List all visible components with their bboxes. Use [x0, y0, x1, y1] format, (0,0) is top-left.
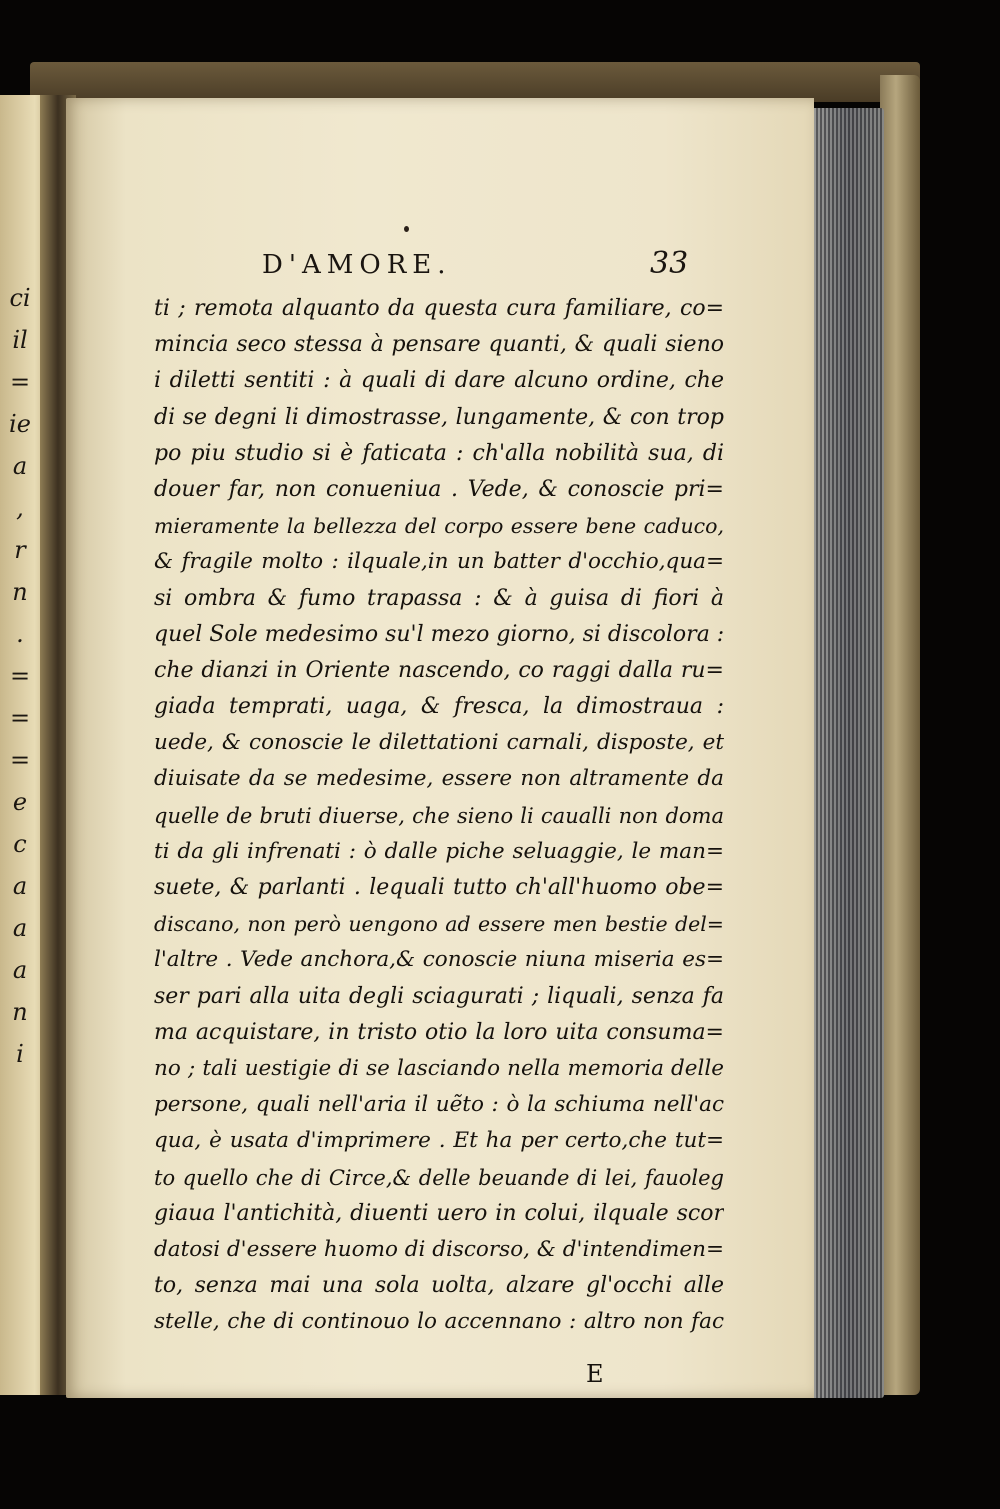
text-line: discano, non però uengono ad essere men bestie del= — [154, 912, 724, 937]
left-page-fragment: . — [16, 620, 24, 648]
text-line: ti da gli infrenati : ò dalle piche seluaggie, le man= — [154, 838, 724, 864]
text-line: datosi d'essere huomo di discorso, & d'intendimen= — [154, 1236, 724, 1262]
text-line: quelle de bruti diuerse, che sieno li caualli non doma — [154, 803, 724, 828]
left-page-fragment: = — [9, 746, 31, 774]
text-line: quel Sole medesimo su'l mezo giorno, si discolora : — [154, 621, 724, 647]
left-page-line-endings — [2, 277, 38, 1075]
text-line: suete, & parlanti . lequali tutto ch'all'huomo obe= — [154, 875, 724, 900]
text-line: ti ; remota alquanto da questa cura familiare, co= — [154, 296, 724, 321]
left-page-fragment: , — [16, 494, 24, 522]
left-page-fragment: il — [12, 326, 28, 354]
text-line: diuisate da se medesime, essere non altramente da — [154, 766, 724, 792]
running-head: D'AMORE. — [262, 250, 452, 280]
left-page-fragment: r — [14, 536, 26, 564]
text-line: giada temprati, uaga, & fresca, la dimostraua : — [154, 694, 724, 720]
left-page-fragment: = — [9, 704, 31, 732]
text-line: po piu studio si è faticata : ch'alla nobilità sua, di — [154, 440, 724, 466]
left-page-fragment: a — [12, 914, 28, 942]
book-cover-right-edge — [880, 75, 920, 1395]
signature-mark: E — [586, 1360, 604, 1388]
ink-speck — [404, 226, 409, 232]
text-line: to quello che di Circe,& delle beuande di lei, fauoleg — [154, 1165, 724, 1190]
text-line: i diletti sentiti : à quali di dare alcuno ordine, che — [154, 368, 724, 394]
left-page-fragment: c — [13, 830, 27, 858]
text-line: ser pari alla uita degli sciagurati ; liquali, senza fa — [154, 983, 724, 1009]
page-number: 33 — [650, 246, 689, 281]
left-page-fragment: e — [12, 788, 28, 816]
text-line: mincia seco stessa à pensare quanti, & quali sieno — [154, 332, 724, 358]
text-line: stelle, che di continouo lo accennano : altro non fac — [154, 1309, 724, 1335]
book-cover-top-edge — [30, 62, 920, 102]
left-page-fragment: ie — [9, 410, 31, 438]
text-line: & fragile molto : ilquale,in un batter d'occhio,qua= — [154, 549, 724, 575]
left-page-fragment: n — [12, 998, 28, 1026]
left-page-fragment: i — [16, 1040, 24, 1068]
left-page-fragment: = — [9, 368, 31, 396]
body-text — [154, 291, 724, 1340]
text-line: di se degni li dimostrasse, lungamente, & con trop — [154, 404, 724, 430]
recto-page — [66, 98, 814, 1398]
left-page-fragment: a — [12, 872, 28, 900]
text-line: douer far, non conueniua . Vede, & conoscie pri= — [154, 476, 724, 502]
text-line: qua, è usata d'imprimere . Et ha per certo,che tut= — [154, 1128, 724, 1154]
left-page-fragment: a — [12, 956, 28, 984]
text-line: si ombra & fumo trapassa : & à guisa di fiori à — [154, 585, 724, 611]
left-page-fragment: ci — [9, 284, 31, 312]
text-line: mieramente la bellezza del corpo essere bene caduco, — [154, 514, 724, 539]
text-line: che dianzi in Oriente nascendo, co raggi dalla ru= — [154, 657, 724, 683]
text-line: l'altre . Vede anchora,& conoscie niuna miseria es= — [154, 947, 724, 973]
page-stack-fore-edge — [812, 108, 884, 1398]
text-line: to, senza mai una sola uolta, alzare gl'occhi alle — [154, 1273, 724, 1299]
left-page-fragment: n — [12, 578, 28, 606]
text-line: ma acquistare, in tristo otio la loro uita consuma= — [154, 1019, 724, 1045]
text-line: no ; tali uestigie di se lasciando nella memoria delle — [154, 1055, 724, 1081]
text-line: uede, & conoscie le dilettationi carnali, disposte, et — [154, 730, 724, 756]
left-page-fragment: a — [12, 452, 28, 480]
text-line: giaua l'antichità, diuenti uero in colui, ilquale scor — [154, 1200, 724, 1226]
page-header — [262, 246, 702, 286]
text-line: persone, quali nell'aria il uẽto : ò la schiuma nell'ac — [154, 1092, 724, 1118]
left-page-fragment: = — [9, 662, 31, 690]
